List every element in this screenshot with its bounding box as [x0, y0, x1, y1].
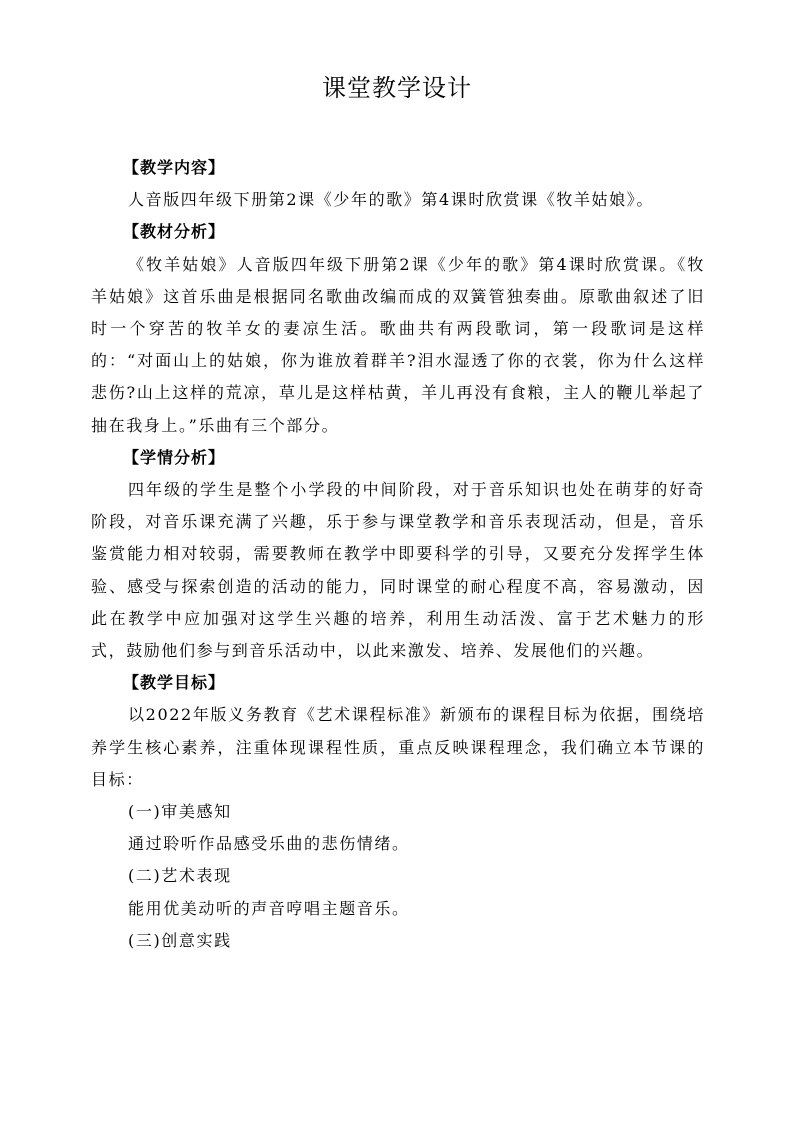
goal-label-aesthetic-perception: (一)审美感知 [128, 802, 232, 822]
goal-label-creative-practice: (三)创意实践 [128, 930, 232, 950]
heading-student-analysis: 【学情分析】 [123, 447, 226, 467]
paragraph-student-analysis: 四年级的学生是整个小学段的中间阶段，对于音乐知识也处在萌芽的好奇阶段，对音乐课充满了兴趣，乐于参与课堂教学和音乐表现活动，但是，音乐鉴赏能力相对较弱，需要教师在教学中即要科学的引导，又要充分发挥学生体验、感受与探索创造的活动的能力，同时课堂的耐心程度不高，容易激动，因此在教学中应加强对这学生兴趣的培养，利用生动活泼、富于艺术魅力的形式，鼓励他们参与到音乐活动中，以此来激发、培养、发展他们的兴趣。 [91, 480, 705, 661]
goal-text-aesthetic-perception: 通过聆听作品感受乐曲的悲伤情绪。 [128, 834, 410, 854]
paragraph-teaching-content: 人音版四年级下册第2课《少年的歌》第4课时欣赏课《牧羊姑娘》。 [128, 190, 654, 210]
heading-teaching-content: 【教学内容】 [123, 158, 226, 177]
goal-label-artistic-expression: (二)艺术表现 [128, 866, 232, 886]
goal-text-artistic-expression: 能用优美动听的声音哼唱主题音乐。 [128, 898, 410, 918]
paragraph-teaching-goals: 以2022年版义务教育《艺术课程标准》新颁布的课程目标为依据，围绕培养学生核心素养，注重体现课程性质，重点反映课程理念，我们确立本节课的目标： [91, 705, 705, 789]
heading-material-analysis: 【教材分析】 [123, 222, 226, 242]
heading-teaching-goals: 【教学目标】 [123, 673, 226, 693]
document-body [91, 152, 705, 957]
page-title: 课堂教学设计 [322, 74, 472, 102]
paragraph-material-analysis: 《牧羊姑娘》人音版四年级下册第2课《少年的歌》第4课时欣赏课。《牧羊姑娘》这首乐曲是根据同名歌曲改编而成的双簧管独奏曲。原歌曲叙述了旧时一个穿苦的牧羊女的妻凉生活。歌曲共有两段歌词，第一段歌词是这样的：“对面山上的姑娘，你为谁放着群羊?泪水湿透了你的衣裳，你为什么这样悲伤?山上这样的荒凉，草儿是这样枯黄，羊儿再没有食粮，主人的鞭儿举起了抽在我身上。”乐曲有三个部分。 [91, 254, 705, 435]
